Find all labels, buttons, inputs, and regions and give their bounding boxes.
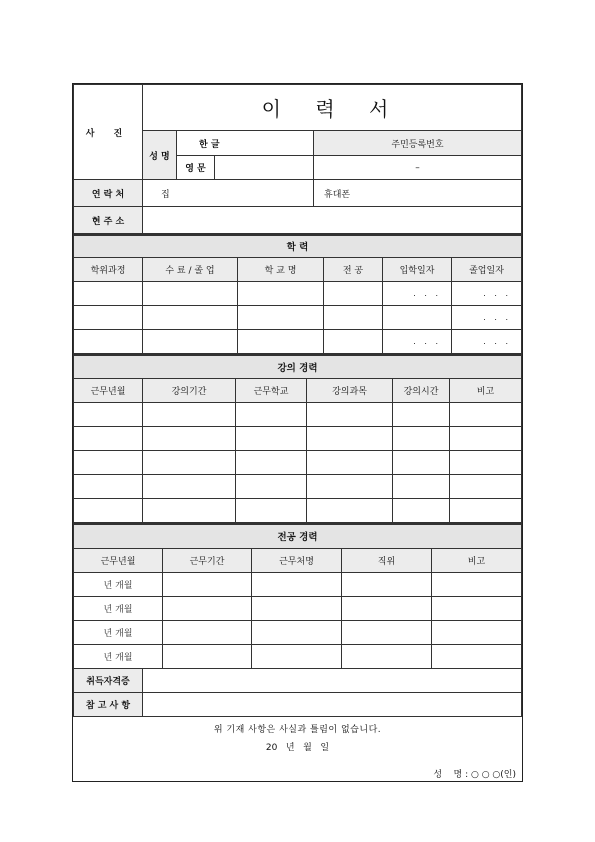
lecture-section-title: 강의 경력 bbox=[74, 355, 522, 379]
table-row bbox=[74, 596, 522, 620]
major-cell[interactable] bbox=[163, 620, 252, 644]
lecture-cell[interactable] bbox=[450, 427, 522, 451]
lecture-cell[interactable] bbox=[236, 451, 307, 475]
korean-name-field[interactable] bbox=[177, 131, 314, 156]
lecture-cell[interactable] bbox=[307, 403, 393, 427]
table-row bbox=[74, 572, 522, 596]
major-cell[interactable] bbox=[163, 644, 252, 668]
major-cell[interactable] bbox=[432, 644, 522, 668]
rrn-field[interactable]: – bbox=[314, 156, 522, 180]
edu-cell[interactable]: . . . bbox=[452, 281, 522, 305]
remarks-label: 참 고 사 항 bbox=[74, 693, 143, 717]
lecture-header: 강의시간 bbox=[393, 379, 450, 403]
major-cell[interactable] bbox=[252, 596, 342, 620]
lecture-cell[interactable] bbox=[74, 427, 143, 451]
lecture-cell[interactable] bbox=[74, 499, 143, 523]
lecture-cell[interactable] bbox=[450, 451, 522, 475]
address-label: 현 주 소 bbox=[74, 207, 143, 234]
footer bbox=[73, 717, 522, 781]
english-label: 영 문 bbox=[177, 156, 215, 180]
major-period-cell[interactable]: 년 개월 bbox=[74, 572, 163, 596]
major-header: 근무년월 bbox=[74, 548, 163, 572]
edu-cell[interactable] bbox=[324, 305, 383, 329]
major-cell[interactable] bbox=[252, 620, 342, 644]
lecture-header: 강의과목 bbox=[307, 379, 393, 403]
edu-cell[interactable]: . . . bbox=[452, 329, 522, 353]
major-cell[interactable] bbox=[163, 596, 252, 620]
lecture-cell[interactable] bbox=[143, 403, 236, 427]
major-header: 비고 bbox=[432, 548, 522, 572]
lecture-cell[interactable] bbox=[74, 451, 143, 475]
edu-cell[interactable] bbox=[74, 329, 143, 353]
major-cell[interactable] bbox=[252, 572, 342, 596]
major-period-cell[interactable]: 년 개월 bbox=[74, 644, 163, 668]
lecture-cell[interactable] bbox=[307, 475, 393, 499]
major-cell[interactable] bbox=[432, 596, 522, 620]
lecture-cell[interactable] bbox=[236, 403, 307, 427]
lecture-cell[interactable] bbox=[307, 499, 393, 523]
lecture-cell[interactable] bbox=[393, 427, 450, 451]
name-label: 성 명 bbox=[143, 131, 177, 180]
lecture-cell[interactable] bbox=[143, 451, 236, 475]
lecture-cell[interactable] bbox=[450, 475, 522, 499]
lecture-cell[interactable] bbox=[143, 427, 236, 451]
table-row bbox=[74, 499, 522, 523]
edu-header: 전 공 bbox=[324, 257, 383, 281]
table-row bbox=[74, 451, 522, 475]
lecture-header: 근무년월 bbox=[74, 379, 143, 403]
major-cell[interactable] bbox=[342, 620, 432, 644]
table-row bbox=[74, 644, 522, 668]
mobile-field[interactable] bbox=[314, 180, 522, 207]
edu-cell[interactable]: . . . bbox=[383, 329, 452, 353]
edu-cell[interactable] bbox=[238, 305, 324, 329]
major-cell[interactable] bbox=[342, 644, 432, 668]
lecture-cell[interactable] bbox=[307, 427, 393, 451]
home-phone-field[interactable] bbox=[143, 180, 314, 207]
lecture-table bbox=[73, 354, 522, 524]
lecture-cell[interactable] bbox=[74, 403, 143, 427]
lecture-cell[interactable] bbox=[236, 499, 307, 523]
lecture-cell[interactable] bbox=[236, 475, 307, 499]
edu-cell[interactable] bbox=[324, 281, 383, 305]
address-field[interactable] bbox=[143, 207, 522, 234]
edu-cell[interactable] bbox=[74, 281, 143, 305]
table-row bbox=[74, 305, 522, 329]
major-cell[interactable] bbox=[252, 644, 342, 668]
extra-info-table bbox=[73, 669, 522, 718]
major-header: 근무처명 bbox=[252, 548, 342, 572]
table-row bbox=[74, 620, 522, 644]
lecture-cell[interactable] bbox=[393, 451, 450, 475]
table-row bbox=[74, 329, 522, 353]
major-section-title: 전공 경력 bbox=[74, 524, 522, 548]
remarks-field[interactable] bbox=[143, 693, 522, 717]
footer-date[interactable]: 20 년 월 일 bbox=[265, 743, 330, 753]
major-period-cell[interactable]: 년 개월 bbox=[74, 620, 163, 644]
lecture-cell[interactable] bbox=[393, 499, 450, 523]
certificates-label: 취득자격증 bbox=[74, 669, 143, 693]
table-row bbox=[74, 427, 522, 451]
edu-cell[interactable] bbox=[324, 329, 383, 353]
major-table bbox=[73, 523, 522, 669]
education-section-title: 학 력 bbox=[74, 235, 522, 257]
home-label: 집 bbox=[161, 189, 170, 200]
education-table bbox=[73, 234, 522, 354]
edu-cell[interactable] bbox=[143, 281, 238, 305]
photo-area[interactable]: 사 진 bbox=[74, 85, 143, 180]
edu-header: 학위과정 bbox=[74, 257, 143, 281]
lecture-header: 근무학교 bbox=[236, 379, 307, 403]
korean-label: 한 글 bbox=[199, 139, 220, 150]
edu-cell[interactable] bbox=[238, 329, 324, 353]
edu-cell[interactable] bbox=[143, 329, 238, 353]
contact-label: 연 락 처 bbox=[74, 180, 143, 207]
major-header: 근무기간 bbox=[163, 548, 252, 572]
footer-signature[interactable]: 성 명 : ○ ○ ○(인) bbox=[433, 770, 516, 780]
edu-header: 졸업일자 bbox=[452, 257, 522, 281]
edu-cell[interactable]: . . . bbox=[383, 281, 452, 305]
edu-header: 학 교 명 bbox=[238, 257, 324, 281]
lecture-cell[interactable] bbox=[450, 499, 522, 523]
lecture-cell[interactable] bbox=[393, 475, 450, 499]
table-row bbox=[74, 475, 522, 499]
table-row bbox=[74, 281, 522, 305]
lecture-cell[interactable] bbox=[236, 427, 307, 451]
lecture-cell[interactable] bbox=[450, 403, 522, 427]
edu-cell[interactable] bbox=[238, 281, 324, 305]
lecture-header: 강의기간 bbox=[143, 379, 236, 403]
edu-cell[interactable] bbox=[74, 305, 143, 329]
lecture-cell[interactable] bbox=[143, 475, 236, 499]
lecture-cell[interactable] bbox=[143, 499, 236, 523]
lecture-cell[interactable] bbox=[393, 403, 450, 427]
lecture-header: 비고 bbox=[450, 379, 522, 403]
major-cell[interactable] bbox=[163, 572, 252, 596]
major-cell[interactable] bbox=[342, 596, 432, 620]
document-title: 이 력 서 bbox=[143, 85, 522, 131]
major-header: 직위 bbox=[342, 548, 432, 572]
edu-cell[interactable] bbox=[383, 305, 452, 329]
mobile-label: 휴대폰 bbox=[324, 189, 351, 200]
major-cell[interactable] bbox=[342, 572, 432, 596]
table-row bbox=[74, 403, 522, 427]
edu-cell[interactable] bbox=[143, 305, 238, 329]
lecture-cell[interactable] bbox=[74, 475, 143, 499]
personal-info-table bbox=[73, 84, 522, 234]
edu-cell[interactable]: . . . bbox=[452, 305, 522, 329]
edu-header: 수 료 / 졸 업 bbox=[143, 257, 238, 281]
edu-header: 입학일자 bbox=[383, 257, 452, 281]
certificates-field[interactable] bbox=[143, 669, 522, 693]
lecture-cell[interactable] bbox=[307, 451, 393, 475]
major-cell[interactable] bbox=[432, 572, 522, 596]
english-name-field[interactable] bbox=[215, 156, 314, 180]
footer-statement: 위 기재 사항은 사실과 틀림이 없습니다. bbox=[213, 725, 382, 735]
resume-form bbox=[72, 83, 523, 782]
major-cell[interactable] bbox=[432, 620, 522, 644]
rrn-label: 주민등록번호 bbox=[314, 131, 522, 156]
major-period-cell[interactable]: 년 개월 bbox=[74, 596, 163, 620]
